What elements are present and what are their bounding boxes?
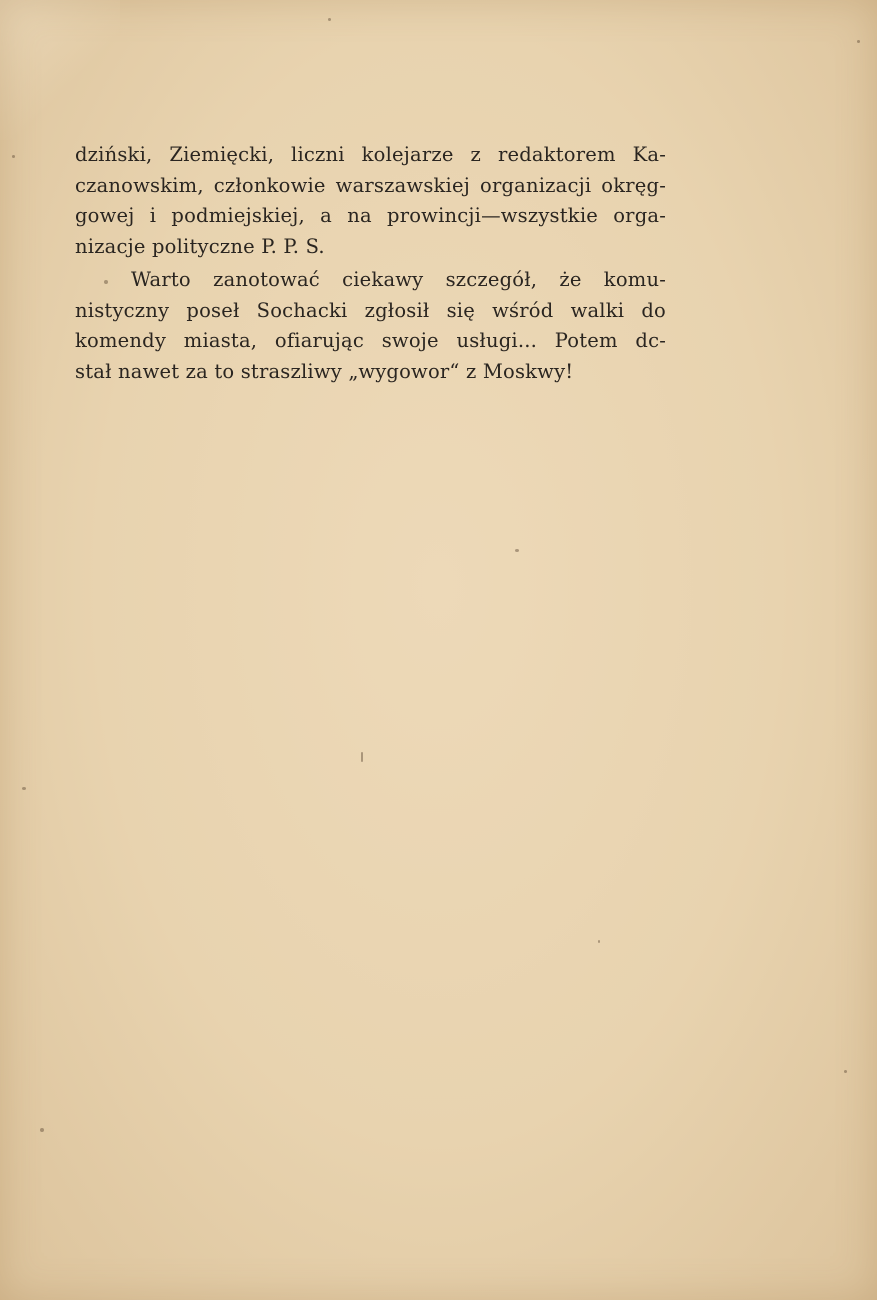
text-line: gowej i podmiejskiej, a na prowincji—wszystkie orga- bbox=[75, 204, 666, 227]
text-line: Warto zanotować ciekawy szczegół, że komu- bbox=[131, 268, 666, 291]
paper-speck bbox=[40, 1128, 44, 1132]
paper-speck bbox=[598, 940, 600, 943]
paper-speck bbox=[22, 787, 26, 790]
paper-speck bbox=[12, 155, 15, 158]
page-text bbox=[75, 140, 666, 387]
paper-speck bbox=[857, 40, 860, 43]
text-line: czanowskim, członkowie warszawskiej organizacji okręg- bbox=[75, 173, 666, 197]
text-line: dziński, Ziemięcki, liczni kolejarze z redaktorem Ka- bbox=[75, 143, 666, 166]
text-line: nistyczny poseł Sochacki zgłosił się wśród walki do bbox=[75, 298, 666, 322]
text-line: nizacje polityczne P. P. S. bbox=[75, 234, 325, 258]
paper-speck bbox=[844, 1070, 847, 1073]
paper-speck bbox=[515, 549, 519, 552]
paragraph-2 bbox=[75, 265, 666, 387]
page-corner-wear bbox=[0, 0, 120, 140]
paper-speck bbox=[328, 18, 331, 21]
paragraph-1 bbox=[75, 140, 666, 262]
text-line: stał nawet za to straszliwy „wygowor“ z Moskwy! bbox=[75, 359, 574, 383]
paper-speck bbox=[361, 752, 363, 762]
text-line: komendy miasta, ofiarując swoje usługi... Potem dc- bbox=[75, 329, 666, 352]
